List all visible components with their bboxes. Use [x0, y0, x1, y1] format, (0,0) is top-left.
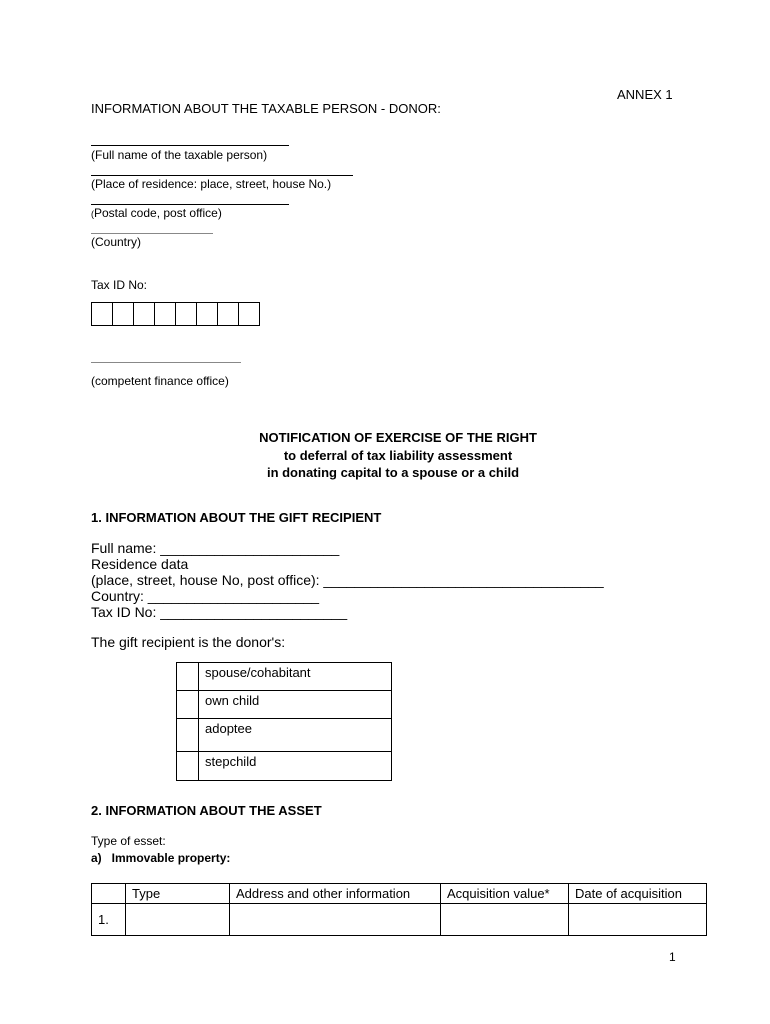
tax-id-digit[interactable]: [197, 303, 218, 325]
donor-heading: INFORMATION ABOUT THE TAXABLE PERSON - DONOR:: [91, 101, 441, 116]
residence-caption: (Place of residence: place, street, house No.): [91, 177, 332, 191]
asset-cell[interactable]: [441, 904, 569, 936]
recipient-residence-label: Residence data: [91, 556, 189, 572]
tax-id-digit[interactable]: [239, 303, 259, 325]
tax-id-digit[interactable]: [218, 303, 239, 325]
relation-option: own child: [199, 691, 392, 719]
tax-id-boxes[interactable]: [91, 302, 260, 326]
asset-subsection-a-label: Immovable property:: [111, 851, 231, 865]
asset-col-header: Date of acquisition: [569, 884, 707, 904]
relation-checkbox[interactable]: [177, 663, 199, 691]
asset-heading: 2. INFORMATION ABOUT THE ASSET: [91, 803, 322, 818]
recipient-country[interactable]: Country: ______________________: [91, 588, 320, 604]
postal-caption: [91, 206, 222, 221]
recipient-full-name[interactable]: Full name: _______________________: [91, 540, 340, 556]
relation-checkbox[interactable]: [177, 691, 199, 719]
tax-id-digit[interactable]: [134, 303, 155, 325]
asset-type-label: Type of esset:: [91, 834, 166, 848]
relation-intro: The gift recipient is the donor's:: [91, 634, 286, 650]
asset-subsection-a: [91, 851, 230, 865]
relation-checkbox[interactable]: [177, 719, 199, 752]
postal-line[interactable]: [91, 204, 289, 205]
full-name-caption: (Full name of the taxable person): [91, 148, 268, 162]
asset-table: [91, 883, 707, 936]
residence-line[interactable]: [91, 175, 353, 176]
annex-label: ANNEX 1: [617, 87, 673, 102]
asset-row-index: 1.: [92, 904, 126, 936]
tax-id-label: Tax ID No:: [91, 278, 148, 292]
recipient-tax-id[interactable]: Tax ID No: ________________________: [91, 604, 348, 620]
asset-col-header: Type: [126, 884, 230, 904]
asset-cell[interactable]: [126, 904, 230, 936]
asset-cell[interactable]: [569, 904, 707, 936]
country-caption: (Country): [91, 235, 142, 249]
page-number: 1: [669, 950, 676, 964]
tax-id-digit[interactable]: [155, 303, 176, 325]
finance-office-caption: (competent finance office): [91, 374, 229, 388]
asset-col-header: Address and other information: [230, 884, 441, 904]
table-row: [92, 904, 707, 936]
full-name-line[interactable]: [91, 145, 289, 146]
relation-option: spouse/cohabitant: [199, 663, 392, 691]
notification-title-line3: in donating capital to a spouse or a child: [266, 465, 520, 480]
relation-table: [176, 662, 392, 781]
asset-cell[interactable]: [230, 904, 441, 936]
country-line[interactable]: [91, 233, 213, 234]
tax-id-digit[interactable]: [176, 303, 197, 325]
relation-option: stepchild: [199, 752, 392, 781]
notification-title-line1: NOTIFICATION OF EXERCISE OF THE RIGHT: [259, 430, 537, 445]
tax-id-digit[interactable]: [92, 303, 113, 325]
relation-option: adoptee: [199, 719, 392, 752]
postal-caption-paren: (: [91, 209, 94, 219]
relation-checkbox[interactable]: [177, 752, 199, 781]
tax-id-digit[interactable]: [113, 303, 134, 325]
asset-col-header: Acquisition value*: [441, 884, 569, 904]
recipient-heading: 1. INFORMATION ABOUT THE GIFT RECIPIENT: [91, 510, 382, 525]
recipient-place[interactable]: (place, street, house No, post office): ____________________________________: [91, 572, 604, 588]
asset-subsection-a-prefix: a): [91, 851, 102, 865]
postal-caption-text: Postal code, post office): [94, 206, 222, 220]
finance-office-line[interactable]: [91, 362, 241, 363]
asset-col-index: [92, 884, 126, 904]
notification-title-line2: to deferral of tax liability assessment: [283, 448, 513, 463]
